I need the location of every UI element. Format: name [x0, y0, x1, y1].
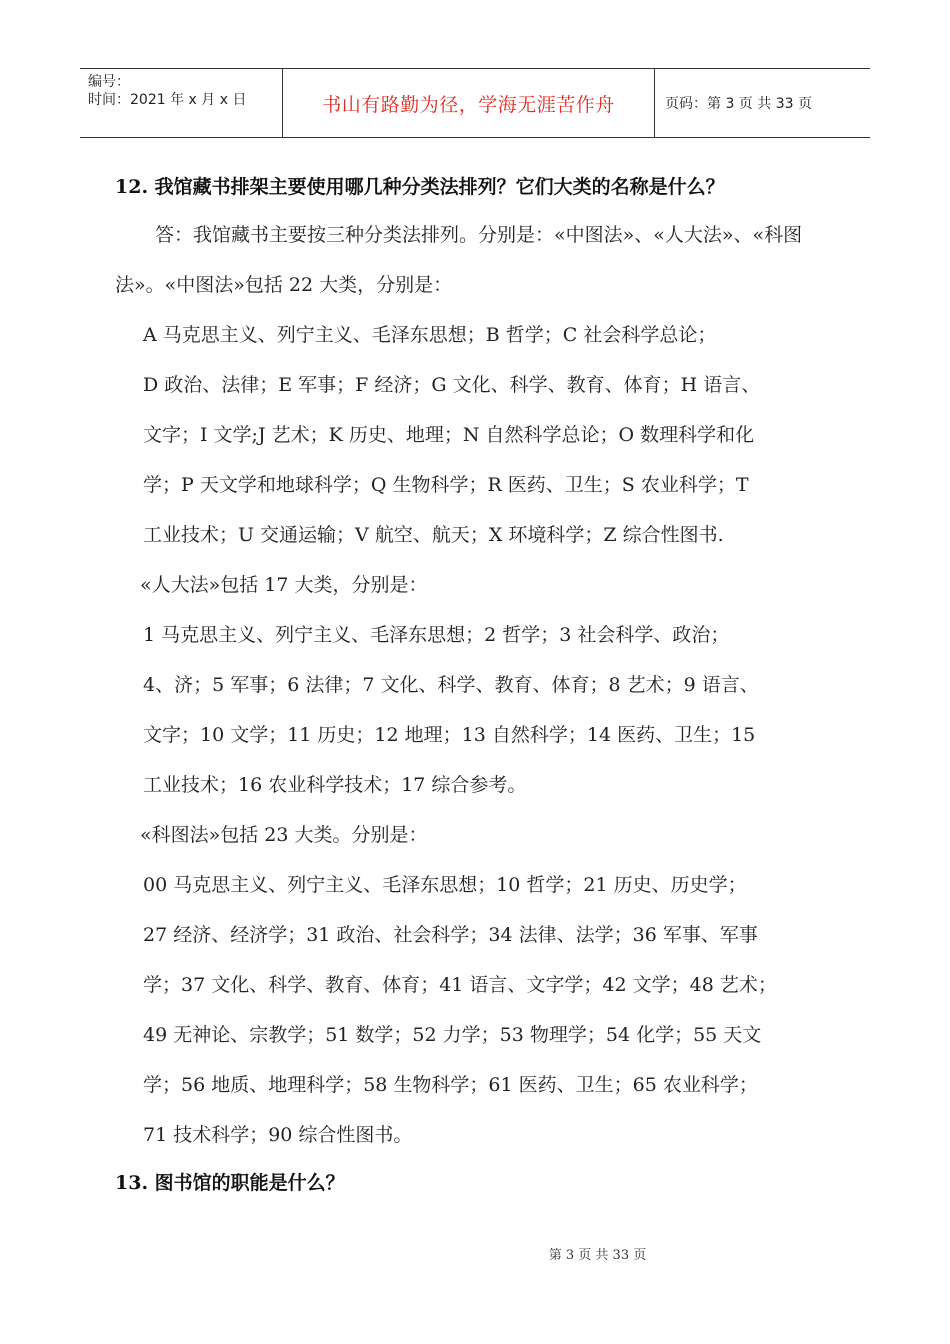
answer-12-intro: 答：我馆藏书主要按三种分类法排列。分别是：«中图法»、«人大法»、«科图法»。«中图法»包括 22 大类，分别是： [115, 224, 803, 296]
zhongtu-list [143, 310, 858, 560]
renda-list [143, 610, 858, 810]
zhongtu-line: 学；P 天文学和地球科学；Q 生物科学；R 医药、卫生；S 农业科学；T [143, 474, 749, 496]
ketu-list [143, 860, 858, 1160]
number-label: 编号： [88, 74, 130, 90]
page-footer [0, 1244, 950, 1263]
footer-page-number: 第 3 页 共 33 页 [548, 1248, 647, 1263]
date-label: 时间：2021 年 x 月 x 日 [88, 92, 247, 108]
header-page-label: 页码：第 3 页 共 33 页 [665, 96, 812, 112]
renda-line: 4、济；5 军事；6 法律；7 文化、科学、教育、体育；8 艺术；9 语言、 [143, 674, 759, 696]
zhongtu-line: 文字；I 文学;J 艺术；K 历史、地理；N 自然科学总论；O 数理科学和化 [143, 424, 755, 446]
ketu-line: 71 技术科学；90 综合性图书。 [143, 1124, 413, 1146]
page-header [80, 68, 870, 138]
renda-line: 文字；10 文学；11 历史；12 地理；13 自然科学；14 医药、卫生；15 [143, 724, 756, 746]
zhongtu-line: A 马克思主义、列宁主义、毛泽东思想；B 哲学；C 社会科学总论； [143, 324, 717, 346]
zhongtu-line: 工业技术；U 交通运输；V 航空、航天；X 环境科学；Z 综合性图书. [143, 524, 724, 546]
renda-intro: «人大法»包括 17 大类，分别是： [140, 574, 428, 596]
ketu-line: 49 无神论、宗教学；51 数学；52 力学；53 物理学；54 化学；55 天文 [143, 1024, 762, 1046]
question-13-title: 13. 图书馆的职能是什么？ [115, 1172, 345, 1194]
renda-line: 1 马克思主义、列宁主义、毛泽东思想；2 哲学；3 社会科学、政治； [143, 624, 730, 646]
ketu-line: 学；56 地质、地理科学；58 生物科学；61 医药、卫生；65 农业科学； [143, 1074, 758, 1096]
ketu-intro: «科图法»包括 23 大类。分别是： [140, 824, 428, 846]
zhongtu-line: D 政治、法律；E 军事；F 经济；G 文化、科学、教育、体育；H 语言、 [143, 374, 761, 396]
ketu-line: 27 经济、经济学；31 政治、社会科学；34 法律、法学；36 军事、军事 [143, 924, 758, 946]
question-12-title: 12. 我馆藏书排架主要使用哪几种分类法排列？它们大类的名称是什么？ [115, 176, 725, 198]
renda-line: 工业技术；16 农业科学技术；17 综合参考。 [143, 774, 527, 796]
header-motto: 书山有路勤为径，学海无涯苦作舟 [283, 69, 655, 137]
ketu-line: 学；37 文化、科学、教育、体育；41 语言、文字学；42 文学；48 艺术； [143, 974, 777, 996]
header-meta [80, 69, 283, 137]
ketu-line: 00 马克思主义、列宁主义、毛泽东思想；10 哲学；21 历史、历史学； [143, 874, 747, 896]
